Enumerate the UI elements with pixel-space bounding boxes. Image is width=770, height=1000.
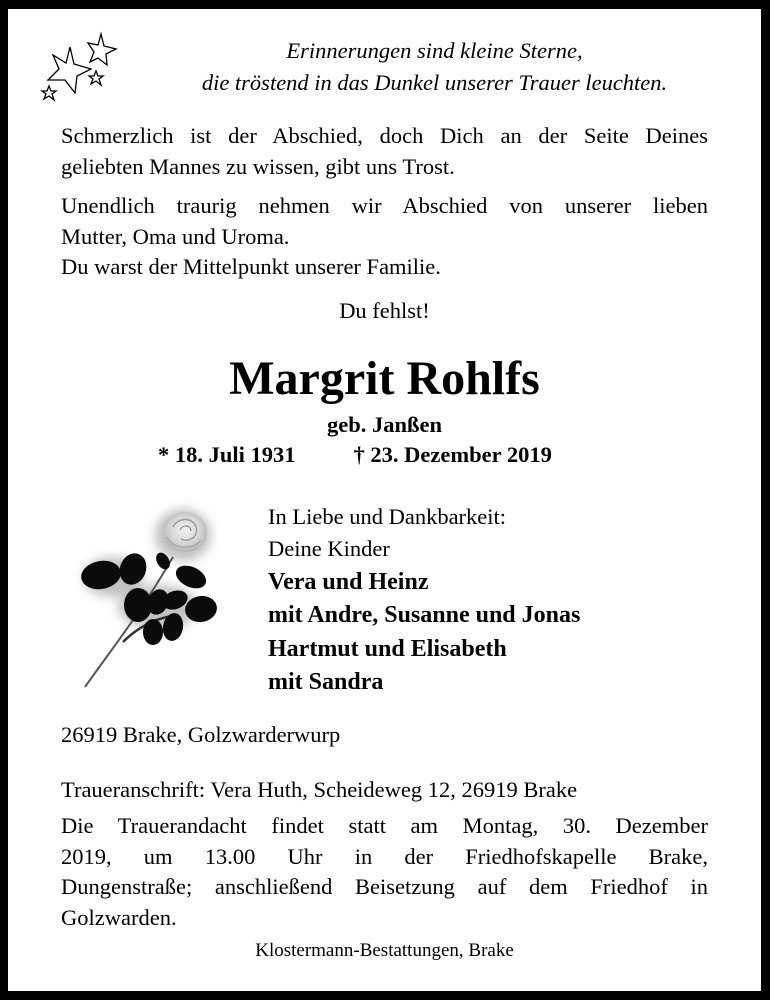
text-line: Schmerzlich ist der Abschied, doch Dich an der Seite Deines xyxy=(61,123,708,148)
obituary-notice xyxy=(8,9,761,991)
mourners-list xyxy=(268,502,580,700)
intro-paragraph-2 xyxy=(61,191,708,283)
rose-icon xyxy=(63,497,223,697)
location: 26919 Brake, Golzwarderwurp xyxy=(61,722,341,747)
motto-line: die tröstend in das Dunkel unserer Trauer leuchten. xyxy=(201,70,668,95)
deceased-name: Margrit Rohlfs xyxy=(229,352,540,405)
closing-line: Du fehlst! xyxy=(339,298,430,323)
death-date: † 23. Dezember 2019 xyxy=(353,442,552,467)
mourners-relation: Deine Kinder xyxy=(268,536,390,561)
intro-paragraph-1 xyxy=(61,121,708,182)
mourner-name: Hartmut und Elisabeth xyxy=(268,635,507,662)
motto-line: Erinnerungen sind kleine Sterne, xyxy=(286,38,583,63)
mourners-intro: In Liebe und Dankbarkeit: xyxy=(268,504,507,529)
text-line: Golzwarden. xyxy=(61,904,177,930)
text-line: geliebten Mannes zu wissen, gibt uns Trost. xyxy=(61,153,455,179)
text-line: Die Trauerandacht findet statt am Montag, 30. Dezember xyxy=(61,813,708,838)
life-dates xyxy=(158,441,552,469)
text-line: 2019, um 13.00 Uhr in der Friedhofskapelle Brake, xyxy=(61,843,708,869)
mourner-name: mit Andre, Susanne und Jonas xyxy=(268,602,581,628)
text-line: Dungenstraße; anschließend Beisetzung auf dem Friedhof in xyxy=(61,874,708,899)
funeral-home: Klostermann-Bestattungen, Brake xyxy=(255,940,514,961)
mourning-address: Traueranschrift: Vera Huth, Scheideweg 12, 26919 Brake xyxy=(61,777,578,802)
mourner-name: mit Sandra xyxy=(268,669,384,695)
text-line: Mutter, Oma und Uroma. xyxy=(61,223,290,249)
service-details xyxy=(61,811,708,933)
mourner-name: Vera und Heinz xyxy=(268,568,429,595)
birth-name: geb. Janßen xyxy=(326,412,443,437)
motto-quote xyxy=(8,35,761,99)
birth-date: * 18. Juli 1931 xyxy=(158,442,296,467)
text-line: Du warst der Mittelpunkt unserer Familie. xyxy=(61,254,441,279)
text-line: Unendlich traurig nehmen wir Abschied von unserer lieben xyxy=(61,193,708,218)
